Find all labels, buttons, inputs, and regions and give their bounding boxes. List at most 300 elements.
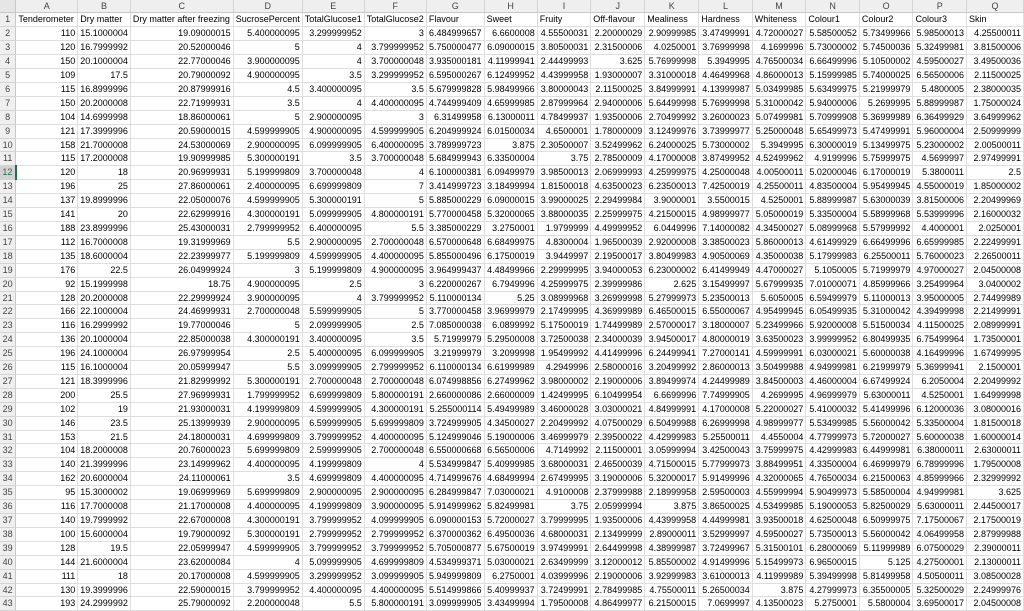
data-cell[interactable]: 19.7999992: [78, 514, 131, 528]
data-cell[interactable]: 166: [16, 305, 78, 319]
data-cell[interactable]: 5.5: [302, 597, 364, 611]
data-cell[interactable]: 24.46999931: [130, 305, 233, 319]
data-cell[interactable]: 6.090000153: [426, 514, 484, 528]
data-cell[interactable]: 2.700000048: [233, 305, 302, 319]
data-cell[interactable]: 5.73499966: [859, 27, 913, 41]
data-cell[interactable]: 3.9449997: [537, 249, 591, 263]
data-cell[interactable]: 2.63000011: [967, 444, 1024, 458]
data-cell[interactable]: 4.800000191: [364, 208, 426, 222]
data-cell[interactable]: 2.31500006: [591, 41, 645, 55]
data-cell[interactable]: 4.46499968: [699, 69, 753, 83]
data-cell[interactable]: 4.96999979: [806, 388, 860, 402]
data-cell[interactable]: 3.86500025: [699, 500, 753, 514]
data-cell[interactable]: 2.20499992: [967, 374, 1024, 388]
data-cell[interactable]: 3.98500013: [537, 166, 591, 180]
data-cell[interactable]: 4.62500048: [806, 514, 860, 528]
data-cell[interactable]: 5.125: [859, 555, 913, 569]
data-cell[interactable]: 5.63000011: [859, 388, 913, 402]
data-cell[interactable]: 3.94500017: [645, 333, 699, 347]
data-cell[interactable]: 3.84999991: [645, 82, 699, 96]
data-cell[interactable]: 5.41499996: [859, 402, 913, 416]
data-cell[interactable]: 6.6600008: [484, 27, 537, 41]
data-cell[interactable]: 5.77999973: [699, 458, 753, 472]
data-cell[interactable]: 4.80000019: [699, 333, 753, 347]
data-cell[interactable]: 102: [16, 402, 78, 416]
data-cell[interactable]: 5.699999809: [364, 416, 426, 430]
data-cell[interactable]: 144: [16, 555, 78, 569]
data-cell[interactable]: 1.79500008: [537, 597, 591, 611]
data-cell[interactable]: 5.53499985: [806, 416, 860, 430]
data-cell[interactable]: 6.284999847: [426, 486, 484, 500]
column-header-i[interactable]: I: [537, 0, 591, 13]
row-header[interactable]: 38: [0, 527, 16, 541]
data-cell[interactable]: 6.7949996: [484, 277, 537, 291]
data-cell[interactable]: 5.23000002: [913, 138, 967, 152]
data-cell[interactable]: 3: [364, 110, 426, 124]
data-cell[interactable]: 6.50999975: [859, 514, 913, 528]
data-cell[interactable]: 2.06999993: [591, 166, 645, 180]
data-cell[interactable]: 3.08500028: [967, 569, 1024, 583]
data-cell[interactable]: 3.789999723: [426, 138, 484, 152]
data-cell[interactable]: 5.72000027: [484, 514, 537, 528]
data-cell[interactable]: 18.6000004: [78, 249, 131, 263]
data-cell[interactable]: 2.900000095: [302, 486, 364, 500]
data-cell[interactable]: 5.300000191: [233, 374, 302, 388]
data-cell[interactable]: 3.50499988: [752, 361, 806, 375]
data-cell[interactable]: 5.56000042: [859, 527, 913, 541]
data-cell[interactable]: 6.12000036: [913, 402, 967, 416]
column-title-cell[interactable]: Fruity: [537, 13, 591, 27]
data-cell[interactable]: 20: [78, 208, 131, 222]
data-cell[interactable]: 115: [16, 82, 78, 96]
row-header[interactable]: 14: [0, 194, 16, 208]
data-cell[interactable]: 4.25000048: [699, 166, 753, 180]
data-cell[interactable]: 25.5: [78, 388, 131, 402]
data-cell[interactable]: 5.91499996: [699, 472, 753, 486]
data-cell[interactable]: 6.370000362: [426, 527, 484, 541]
column-header-d[interactable]: D: [233, 0, 302, 13]
data-cell[interactable]: 4.5250001: [913, 388, 967, 402]
data-cell[interactable]: 3.20499992: [645, 361, 699, 375]
data-cell[interactable]: 25.79000092: [130, 597, 233, 611]
data-cell[interactable]: 5.914999962: [426, 500, 484, 514]
data-cell[interactable]: 6.38000011: [913, 444, 967, 458]
data-cell[interactable]: 6.0899992: [484, 319, 537, 333]
data-cell[interactable]: 2.19000006: [591, 374, 645, 388]
data-cell[interactable]: 20.87999916: [130, 82, 233, 96]
data-cell[interactable]: 4.17000008: [645, 152, 699, 166]
data-cell[interactable]: 6.17000019: [859, 166, 913, 180]
data-cell[interactable]: 5.400000095: [233, 27, 302, 41]
data-cell[interactable]: 137: [16, 194, 78, 208]
data-cell[interactable]: 4.50500011: [913, 569, 967, 583]
data-cell[interactable]: 4: [302, 55, 364, 69]
data-cell[interactable]: 2.11500025: [591, 82, 645, 96]
data-cell[interactable]: 24.18000031: [130, 430, 233, 444]
data-cell[interactable]: 4.42999983: [806, 444, 860, 458]
data-cell[interactable]: 2.21499991: [967, 305, 1024, 319]
data-cell[interactable]: 3.94000053: [591, 263, 645, 277]
data-cell[interactable]: 2.700000048: [364, 374, 426, 388]
data-cell[interactable]: 5.5800004: [859, 597, 913, 611]
data-cell[interactable]: 22.5: [78, 263, 131, 277]
data-cell[interactable]: 4.599999905: [233, 541, 302, 555]
row-header[interactable]: 34: [0, 472, 16, 486]
data-cell[interactable]: 4.400000095: [364, 249, 426, 263]
data-cell[interactable]: 4.13999987: [699, 82, 753, 96]
data-cell[interactable]: 5.300000191: [233, 152, 302, 166]
data-cell[interactable]: 3.38500023: [699, 235, 753, 249]
data-cell[interactable]: 7.0699997: [699, 597, 753, 611]
data-cell[interactable]: 19.90999985: [130, 152, 233, 166]
data-cell[interactable]: 6.27499962: [484, 374, 537, 388]
data-cell[interactable]: 3.2750001: [484, 221, 537, 235]
data-cell[interactable]: 5.07499981: [752, 110, 806, 124]
data-cell[interactable]: 176: [16, 263, 78, 277]
row-header[interactable]: 16: [0, 221, 16, 235]
data-cell[interactable]: 7.14000082: [699, 221, 753, 235]
data-cell[interactable]: 4.46000004: [806, 374, 860, 388]
data-cell[interactable]: 1.93500006: [591, 110, 645, 124]
data-cell[interactable]: 17.5: [78, 69, 131, 83]
data-cell[interactable]: 3.84500003: [752, 374, 806, 388]
data-cell[interactable]: 3.72499967: [699, 541, 753, 555]
row-header[interactable]: 24: [0, 333, 16, 347]
data-cell[interactable]: 5.76000023: [913, 249, 967, 263]
data-cell[interactable]: 5.800000191: [364, 388, 426, 402]
data-cell[interactable]: 6.6699996: [645, 388, 699, 402]
data-cell[interactable]: 2.58000016: [591, 361, 645, 375]
data-cell[interactable]: 5.19000053: [806, 500, 860, 514]
data-cell[interactable]: 3.88499951: [752, 458, 806, 472]
row-header[interactable]: 4: [0, 55, 16, 69]
data-cell[interactable]: 25.13999939: [130, 416, 233, 430]
data-cell[interactable]: 3.03000021: [591, 402, 645, 416]
data-cell[interactable]: 5.67500019: [484, 541, 537, 555]
row-header[interactable]: 21: [0, 291, 16, 305]
data-cell[interactable]: 4.400000095: [364, 96, 426, 110]
data-cell[interactable]: 5: [233, 319, 302, 333]
data-cell[interactable]: 6.31499958: [426, 110, 484, 124]
data-cell[interactable]: 2.78499985: [591, 583, 645, 597]
data-cell[interactable]: 3.52499962: [591, 138, 645, 152]
data-cell[interactable]: 2.67499995: [537, 472, 591, 486]
data-cell[interactable]: 5.60000038: [859, 347, 913, 361]
data-cell[interactable]: 4.33500004: [806, 458, 860, 472]
row-header[interactable]: 30: [0, 416, 16, 430]
data-cell[interactable]: 5.10500002: [859, 55, 913, 69]
data-cell[interactable]: 21.5: [78, 430, 131, 444]
data-cell[interactable]: 162: [16, 472, 78, 486]
data-cell[interactable]: 2.38000035: [967, 82, 1024, 96]
data-cell[interactable]: 6.75499964: [913, 333, 967, 347]
data-cell[interactable]: 20.2000008: [78, 96, 131, 110]
data-cell[interactable]: 2.57000017: [645, 319, 699, 333]
data-cell[interactable]: 6.2050004: [913, 374, 967, 388]
row-header[interactable]: 42: [0, 583, 16, 597]
data-cell[interactable]: 4.900000095: [302, 124, 364, 138]
data-cell[interactable]: 4.400000095: [364, 472, 426, 486]
data-cell[interactable]: 4.76500034: [806, 472, 860, 486]
data-cell[interactable]: 2.700000048: [364, 444, 426, 458]
data-cell[interactable]: 6.67499924: [859, 374, 913, 388]
column-title-cell[interactable]: SucrosePercent: [233, 13, 302, 27]
data-cell[interactable]: 1.81500018: [967, 416, 1024, 430]
data-cell[interactable]: 2.17499995: [537, 305, 591, 319]
data-cell[interactable]: 3.75: [537, 500, 591, 514]
data-cell[interactable]: 4.0250001: [645, 41, 699, 55]
data-cell[interactable]: 5.33500004: [806, 208, 860, 222]
data-cell[interactable]: 150: [16, 55, 78, 69]
data-cell[interactable]: 188: [16, 221, 78, 235]
column-title-cell[interactable]: Colour1: [806, 13, 860, 27]
data-cell[interactable]: 1.93500006: [591, 514, 645, 528]
data-cell[interactable]: 3.49500036: [967, 55, 1024, 69]
data-cell[interactable]: 3.099999905: [364, 569, 426, 583]
data-cell[interactable]: 3.18499994: [484, 180, 537, 194]
data-cell[interactable]: 2.29999995: [537, 263, 591, 277]
data-cell[interactable]: 3.64999962: [967, 110, 1024, 124]
data-cell[interactable]: 6.599999905: [302, 416, 364, 430]
data-cell[interactable]: 7.085000038: [426, 319, 484, 333]
data-cell[interactable]: 3.97499991: [537, 541, 591, 555]
data-cell[interactable]: 2.19000006: [591, 569, 645, 583]
data-cell[interactable]: 4.2949996: [537, 361, 591, 375]
data-cell[interactable]: 1.67499995: [967, 347, 1024, 361]
row-header[interactable]: 28: [0, 388, 16, 402]
data-cell[interactable]: 4.77999973: [806, 430, 860, 444]
data-cell[interactable]: 5.47499991: [859, 124, 913, 138]
data-cell[interactable]: 5.82500029: [859, 500, 913, 514]
data-cell[interactable]: 20.1000004: [78, 333, 131, 347]
data-cell[interactable]: 4.7149992: [537, 444, 591, 458]
data-cell[interactable]: 1.79500008: [967, 458, 1024, 472]
data-cell[interactable]: 2.799999952: [364, 361, 426, 375]
row-header[interactable]: 17: [0, 235, 16, 249]
data-cell[interactable]: 2.87999964: [537, 96, 591, 110]
data-cell[interactable]: 2.19500017: [591, 249, 645, 263]
data-cell[interactable]: 4.900000095: [233, 69, 302, 83]
data-cell[interactable]: 22.85000038: [130, 333, 233, 347]
data-cell[interactable]: 6.66499996: [859, 235, 913, 249]
data-cell[interactable]: 5.800000191: [364, 597, 426, 611]
data-cell[interactable]: 140: [16, 514, 78, 528]
data-cell[interactable]: 5.13499975: [859, 138, 913, 152]
data-cell[interactable]: 1.799999952: [233, 388, 302, 402]
column-header-o[interactable]: O: [859, 0, 913, 13]
data-cell[interactable]: 2.20499969: [967, 194, 1024, 208]
column-header-n[interactable]: N: [806, 0, 860, 13]
row-header[interactable]: 6: [0, 82, 16, 96]
data-cell[interactable]: 3.12499976: [645, 124, 699, 138]
data-cell[interactable]: 5.64499998: [645, 96, 699, 110]
data-cell[interactable]: 1.60000014: [967, 430, 1024, 444]
data-cell[interactable]: 3.400000095: [302, 82, 364, 96]
data-cell[interactable]: 20.79000092: [130, 69, 233, 83]
data-cell[interactable]: 6.23500013: [645, 180, 699, 194]
data-cell[interactable]: 4: [302, 291, 364, 305]
data-cell[interactable]: 6.78999996: [913, 458, 967, 472]
data-cell[interactable]: 5.31000042: [859, 305, 913, 319]
data-cell[interactable]: 3.5: [233, 472, 302, 486]
data-cell[interactable]: 4.744999409: [426, 96, 484, 110]
data-cell[interactable]: 6.33500004: [484, 152, 537, 166]
data-cell[interactable]: 4.599999905: [233, 124, 302, 138]
data-cell[interactable]: 2.200000048: [233, 597, 302, 611]
data-cell[interactable]: 5.699999809: [233, 486, 302, 500]
data-cell[interactable]: 4.48499966: [484, 263, 537, 277]
data-cell[interactable]: 4: [364, 458, 426, 472]
data-cell[interactable]: 16.7999992: [78, 41, 131, 55]
data-cell[interactable]: 2.74499989: [967, 291, 1024, 305]
data-cell[interactable]: 3.875: [484, 138, 537, 152]
data-cell[interactable]: 4.36999989: [591, 305, 645, 319]
column-title-cell[interactable]: Skin: [967, 13, 1024, 27]
data-cell[interactable]: 3.31000018: [645, 69, 699, 83]
data-cell[interactable]: 3: [364, 277, 426, 291]
data-cell[interactable]: 1.74499989: [591, 319, 645, 333]
data-cell[interactable]: 6.699999809: [302, 388, 364, 402]
column-title-cell[interactable]: Sweet: [484, 13, 537, 27]
data-cell[interactable]: 6.400000095: [364, 138, 426, 152]
data-cell[interactable]: 4.63500023: [591, 180, 645, 194]
data-cell[interactable]: 1.81500018: [537, 180, 591, 194]
data-cell[interactable]: 4: [364, 166, 426, 180]
data-cell[interactable]: 5.22000027: [752, 402, 806, 416]
data-cell[interactable]: 5.199999809: [233, 249, 302, 263]
data-cell[interactable]: 4.39499998: [913, 305, 967, 319]
data-cell[interactable]: 5.124999046: [426, 430, 484, 444]
data-cell[interactable]: 2.46500039: [591, 458, 645, 472]
data-cell[interactable]: 2.04500008: [967, 597, 1024, 611]
data-cell[interactable]: 112: [16, 235, 78, 249]
data-cell[interactable]: 1.93000007: [591, 69, 645, 83]
data-cell[interactable]: 6.07500029: [913, 541, 967, 555]
data-cell[interactable]: 3.625: [591, 55, 645, 69]
data-cell[interactable]: 2.00500011: [967, 138, 1024, 152]
data-cell[interactable]: 4.59500027: [752, 527, 806, 541]
data-cell[interactable]: 2.0250001: [967, 221, 1024, 235]
data-cell[interactable]: 5.39499998: [806, 569, 860, 583]
data-cell[interactable]: 5.750000477: [426, 41, 484, 55]
data-cell[interactable]: 2.20499992: [537, 416, 591, 430]
data-cell[interactable]: 6.12499952: [484, 69, 537, 83]
data-cell[interactable]: 3.79999995: [537, 514, 591, 528]
data-cell[interactable]: 5.2750001: [806, 597, 860, 611]
data-cell[interactable]: 2.700000048: [302, 374, 364, 388]
data-cell[interactable]: 5.32499981: [913, 41, 967, 55]
data-cell[interactable]: 6.05499935: [806, 305, 860, 319]
data-cell[interactable]: 14.6999998: [78, 110, 131, 124]
data-cell[interactable]: 20.59000015: [130, 124, 233, 138]
data-cell[interactable]: 6.24000025: [645, 138, 699, 152]
data-cell[interactable]: 2.34000039: [591, 333, 645, 347]
data-cell[interactable]: 4.03999996: [537, 569, 591, 583]
data-cell[interactable]: 2.625: [645, 277, 699, 291]
data-cell[interactable]: 2.11500025: [967, 69, 1024, 83]
data-cell[interactable]: 6.21500015: [645, 597, 699, 611]
data-cell[interactable]: 4.47000027: [752, 263, 806, 277]
data-cell[interactable]: 5.300000191: [302, 194, 364, 208]
data-cell[interactable]: 4: [302, 41, 364, 55]
data-cell[interactable]: 7.17500067: [913, 514, 967, 528]
data-cell[interactable]: 6.96500015: [806, 555, 860, 569]
data-cell[interactable]: 5.40999985: [484, 458, 537, 472]
data-cell[interactable]: 4.43999958: [537, 69, 591, 83]
data-cell[interactable]: 4.9199996: [806, 152, 860, 166]
data-cell[interactable]: 2.90999985: [645, 27, 699, 41]
data-cell[interactable]: 22.29999924: [130, 291, 233, 305]
row-header[interactable]: 11: [0, 152, 16, 166]
data-cell[interactable]: 5.26500034: [699, 583, 753, 597]
data-cell[interactable]: 4.68499994: [484, 472, 537, 486]
data-cell[interactable]: 17.7000008: [78, 500, 131, 514]
data-cell[interactable]: 4.55000019: [913, 180, 967, 194]
data-cell[interactable]: 4.11500025: [913, 319, 967, 333]
column-title-cell[interactable]: TotalGlucose2: [364, 13, 426, 27]
data-cell[interactable]: 6.46500015: [645, 305, 699, 319]
data-cell[interactable]: 5.400000095: [302, 347, 364, 361]
data-cell[interactable]: 2.900000095: [302, 235, 364, 249]
row-header[interactable]: 22: [0, 305, 16, 319]
data-cell[interactable]: 5: [233, 41, 302, 55]
data-cell[interactable]: 111: [16, 569, 78, 583]
data-cell[interactable]: 2.44499993: [537, 55, 591, 69]
data-cell[interactable]: 6.01500034: [484, 124, 537, 138]
data-cell[interactable]: 6.595000267: [426, 69, 484, 83]
data-cell[interactable]: 6.074998856: [426, 374, 484, 388]
data-cell[interactable]: 5.71999979: [859, 263, 913, 277]
data-cell[interactable]: 5.76999998: [699, 96, 753, 110]
data-cell[interactable]: 5.15999985: [806, 69, 860, 83]
select-all-corner[interactable]: [0, 0, 16, 13]
column-header-l[interactable]: L: [699, 0, 753, 13]
data-cell[interactable]: 3.5: [302, 69, 364, 83]
data-cell[interactable]: 3.87499952: [699, 152, 753, 166]
data-cell[interactable]: 2.30500007: [537, 138, 591, 152]
data-cell[interactable]: 6.17500019: [484, 249, 537, 263]
data-cell[interactable]: 2.5: [233, 347, 302, 361]
data-cell[interactable]: 3.96999979: [484, 305, 537, 319]
data-cell[interactable]: 3.99999952: [806, 333, 860, 347]
data-cell[interactable]: 5.41000032: [806, 402, 860, 416]
data-cell[interactable]: 3.80499983: [645, 249, 699, 263]
data-cell[interactable]: 2.44500017: [967, 500, 1024, 514]
data-cell[interactable]: 1.85000002: [967, 180, 1024, 194]
data-cell[interactable]: 22.1000004: [78, 305, 131, 319]
data-cell[interactable]: 2.17500019: [967, 514, 1024, 528]
data-cell[interactable]: 3.299999952: [302, 569, 364, 583]
data-cell[interactable]: 5.51500034: [859, 319, 913, 333]
data-cell[interactable]: 5.255000114: [426, 402, 484, 416]
data-cell[interactable]: 3.900000095: [364, 500, 426, 514]
data-cell[interactable]: 17.2000008: [78, 152, 131, 166]
column-header-e[interactable]: E: [302, 0, 364, 13]
data-cell[interactable]: 6.50499988: [645, 416, 699, 430]
data-cell[interactable]: 4.78499937: [537, 110, 591, 124]
data-cell[interactable]: 5.53999996: [913, 208, 967, 222]
data-cell[interactable]: 3.76999998: [699, 41, 753, 55]
data-cell[interactable]: 2.32999992: [967, 472, 1024, 486]
data-cell[interactable]: 6.61999989: [484, 361, 537, 375]
data-cell[interactable]: 4.699999809: [364, 555, 426, 569]
data-cell[interactable]: 4.59500027: [913, 55, 967, 69]
data-cell[interactable]: 4.65999985: [484, 96, 537, 110]
data-cell[interactable]: 18.86000061: [130, 110, 233, 124]
data-cell[interactable]: 4.43999958: [645, 514, 699, 528]
data-cell[interactable]: 3.68000031: [537, 458, 591, 472]
data-cell[interactable]: 20.17000008: [130, 569, 233, 583]
